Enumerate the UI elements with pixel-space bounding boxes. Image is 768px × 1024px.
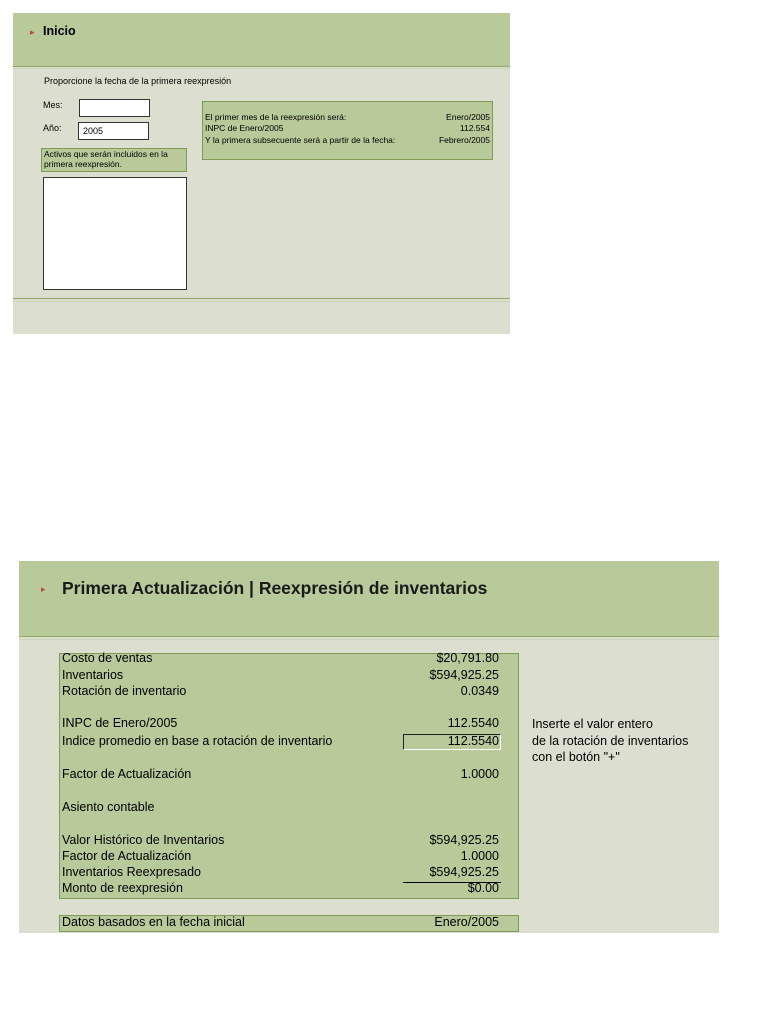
info-label-1: El primer mes de la reexpresión será: <box>205 112 347 122</box>
note-line-3: con el botón "+" <box>532 750 620 764</box>
row-label-inventarios: Inventarios <box>62 668 124 682</box>
row-value-costo: $20,791.80 <box>436 651 499 665</box>
row-value-factor: 1.0000 <box>460 767 499 781</box>
info-value-1: Enero/2005 <box>446 112 490 122</box>
activos-list[interactable] <box>43 177 187 290</box>
footer-value: Enero/2005 <box>434 915 499 929</box>
anio-input[interactable]: 2005 <box>78 122 149 140</box>
row-value-indice: 112.5540 <box>447 734 499 748</box>
row-label-asiento: Asiento contable <box>62 800 155 814</box>
inicio-header <box>13 13 510 66</box>
actualizacion-title: Primera Actualización | Reexpresión de inventarios <box>62 578 488 598</box>
row-value-monto: $0.00 <box>467 881 499 895</box>
anio-label: Año: <box>43 123 62 133</box>
info-value-3: Febrero/2005 <box>438 135 490 145</box>
row-label-costo: Costo de ventas <box>62 651 153 665</box>
actualizacion-header-rule <box>19 636 719 637</box>
row-value-inventarios: $594,925.25 <box>429 668 499 682</box>
inicio-bottom-rule <box>13 298 510 299</box>
inicio-bottom-rule-2 <box>13 301 510 302</box>
footer-label: Datos basados en la fecha inicial <box>62 915 245 929</box>
row-label-monto: Monto de reexpresión <box>62 881 183 895</box>
activos-label: Activos que serán incluidos en la primera reexpresión. <box>41 148 187 172</box>
info-label-3: Y la primera subsecuente será a partir de la fecha: <box>205 135 396 145</box>
fecha-prompt: Proporcione la fecha de la primera reexpresión <box>44 76 232 86</box>
actualizacion-header-rule-2 <box>19 639 719 640</box>
row-value-reexpresado: $594,925.25 <box>429 865 499 879</box>
mes-label: Mes: <box>43 100 63 110</box>
row-value-rotacion: 0.0349 <box>460 684 499 698</box>
row-value-valor-historico: $594,925.25 <box>429 833 499 847</box>
bullet-icon: ▸ <box>41 584 46 594</box>
mes-input[interactable] <box>79 99 150 117</box>
note-line-1: Inserte el valor entero <box>532 717 653 731</box>
row-label-valor-historico: Valor Histórico de Inventarios <box>62 833 225 847</box>
row-label-rotacion: Rotación de inventario <box>62 684 187 698</box>
row-label-factor-2: Factor de Actualización <box>62 849 192 863</box>
row-label-indice: Indice promedio en base a rotación de inventario <box>62 734 333 748</box>
info-label-2: INPC de Enero/2005 <box>205 123 284 133</box>
row-label-factor: Factor de Actualización <box>62 767 192 781</box>
row-label-reexpresado: Inventarios Reexpresado <box>62 865 201 879</box>
row-value-factor-2: 1.0000 <box>460 849 499 863</box>
row-value-inpc: 112.5540 <box>447 716 499 730</box>
inicio-title: Inicio <box>43 24 76 38</box>
info-value-2: 112.554 <box>459 123 490 133</box>
row-label-inpc: INPC de Enero/2005 <box>62 716 178 730</box>
bullet-icon: ▸ <box>30 27 35 37</box>
note-line-2: de la rotación de inventarios <box>532 734 689 748</box>
inicio-header-rule-2 <box>13 68 510 69</box>
inicio-header-rule <box>13 66 510 67</box>
